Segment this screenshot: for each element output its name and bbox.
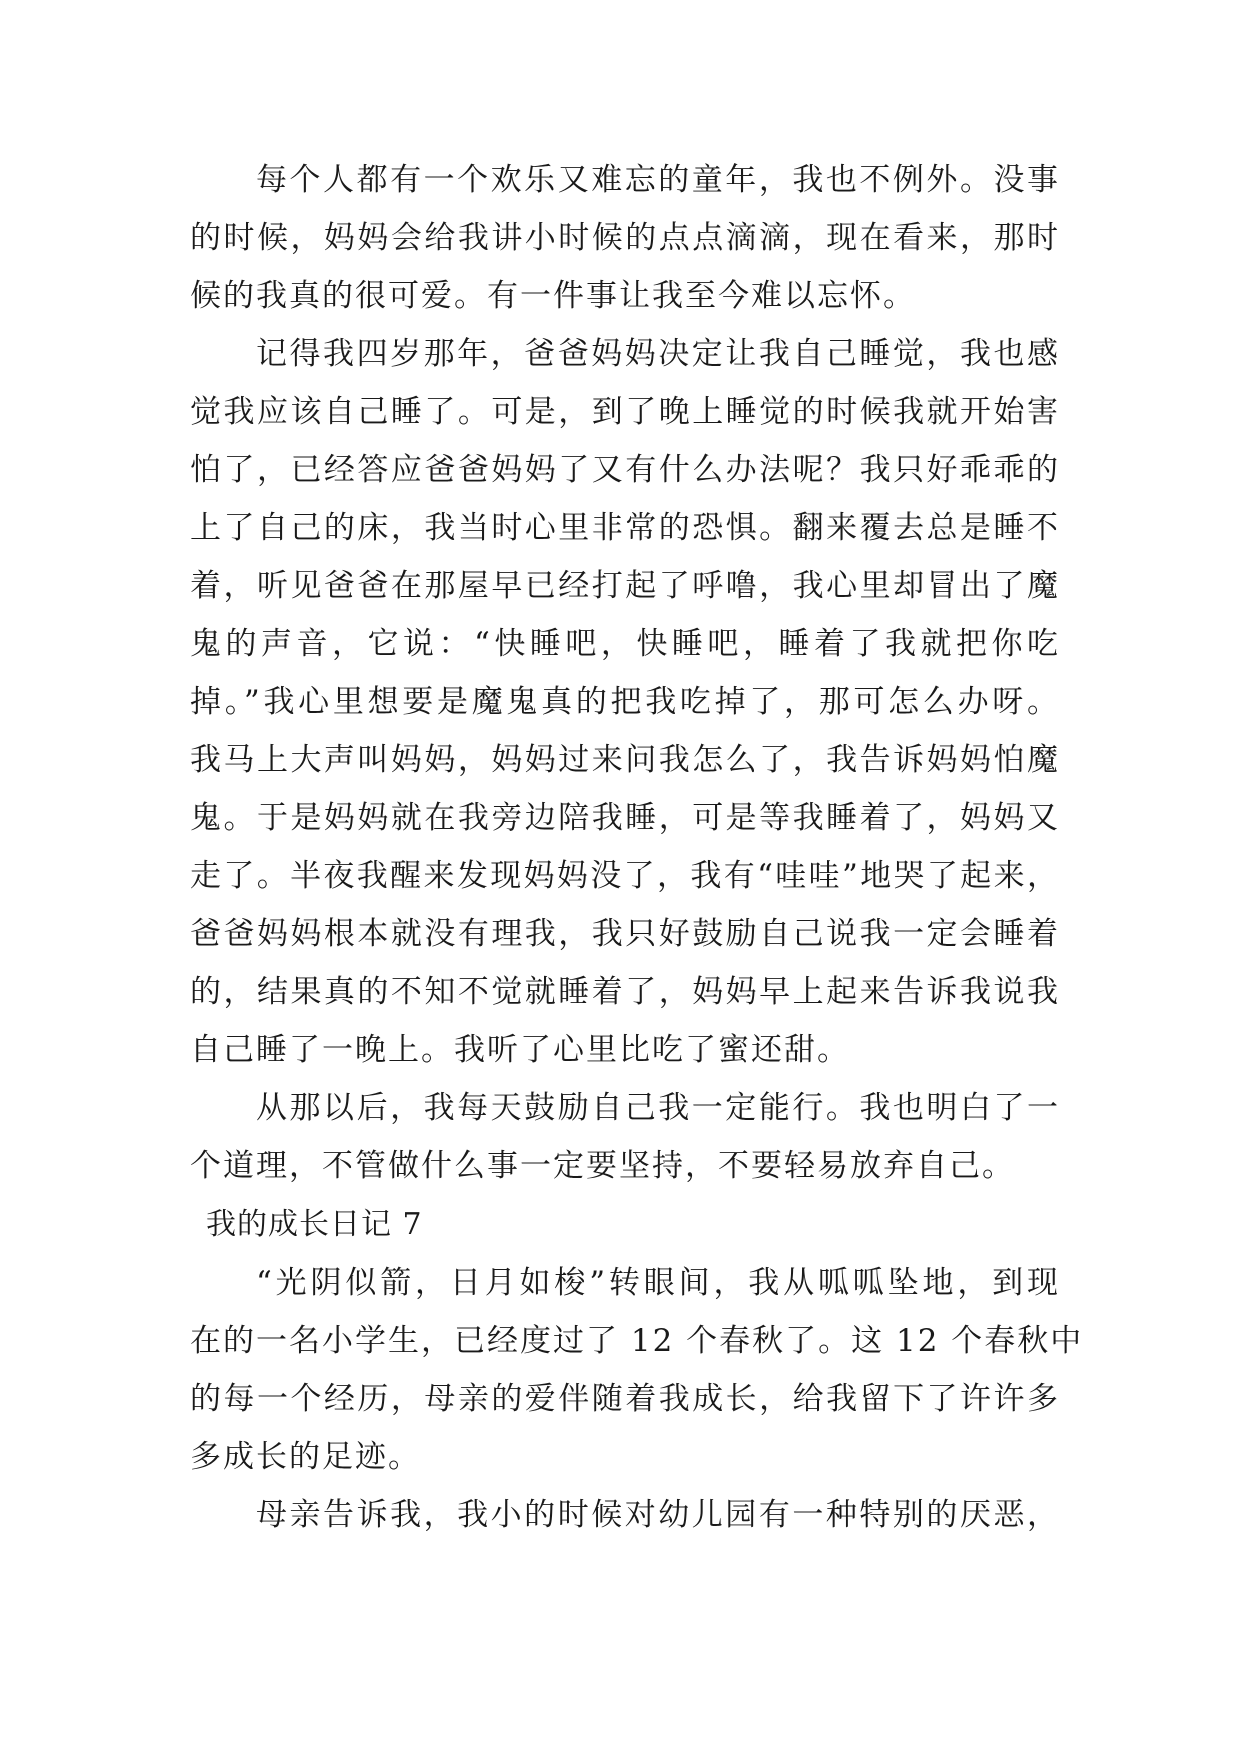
paragraph-2-line-6: 鬼的声音，它说：“快睡吧，快睡吧，睡着了我就把你吃: [190, 626, 1060, 662]
paragraph-2-line-3: 怕了，已经答应爸爸妈妈了又有什么办法呢？我只好乖乖的: [190, 452, 1060, 488]
paragraph-3-line-2: 个道理，不管做什么事一定要坚持，不要轻易放弃自己。: [190, 1148, 1015, 1184]
paragraph-3-line-1: 从那以后，我每天鼓励自己我一定能行。我也明白了一: [256, 1090, 1060, 1126]
paragraph-2-line-10: 走了。半夜我醒来发现妈妈没了，我有“哇哇”地哭了起来，: [190, 858, 1060, 894]
paragraph-1-line-2: 的时候，妈妈会给我讲小时候的点点滴滴，现在看来，那时: [190, 220, 1060, 256]
paragraph-1-line-1: 每个人都有一个欢乐又难忘的童年，我也不例外。没事: [256, 162, 1060, 198]
paragraph-2-line-9: 鬼。于是妈妈就在我旁边陪我睡，可是等我睡着了，妈妈又: [190, 800, 1060, 836]
paragraph-2-line-5: 着，听见爸爸在那屋早已经打起了呼噜，我心里却冒出了魔: [190, 568, 1060, 604]
paragraph-4-line-4: 多成长的足迹。: [190, 1439, 421, 1475]
paragraph-2-line-2: 觉我应该自己睡了。可是，到了晚上睡觉的时候我就开始害: [190, 394, 1060, 430]
paragraph-2-line-13: 自己睡了一晚上。我听了心里比吃了蜜还甜。: [190, 1032, 850, 1068]
paragraph-2-line-11: 爸爸妈妈根本就没有理我，我只好鼓励自己说我一定会睡着: [190, 916, 1060, 952]
paragraph-2-line-1: 记得我四岁那年，爸爸妈妈决定让我自己睡觉，我也感: [256, 336, 1060, 372]
paragraph-4-line-1: “光阴似箭，日月如梭”转眼间，我从呱呱坠地，到现: [256, 1265, 1060, 1301]
paragraph-1-line-3: 候的我真的很可爱。有一件事让我至今难以忘怀。: [190, 278, 916, 314]
paragraph-2-line-12: 的，结果真的不知不觉就睡着了，妈妈早上起来告诉我说我: [190, 974, 1060, 1010]
section-heading: 我的成长日记 7: [206, 1207, 423, 1242]
paragraph-2-line-7: 掉。”我心里想要是魔鬼真的把我吃掉了，那可怎么办呀。: [190, 684, 1060, 720]
paragraph-5-line-1: 母亲告诉我，我小的时候对幼儿园有一种特别的厌恶，: [256, 1497, 1060, 1533]
paragraph-4-line-2: 在的一名小学生，已经度过了 12 个春秋了。这 12 个春秋中: [190, 1323, 1084, 1359]
paragraph-4-line-3: 的每一个经历，母亲的爱伴随着我成长，给我留下了许许多: [190, 1381, 1060, 1417]
paragraph-2-line-4: 上了自己的床，我当时心里非常的恐惧。翻来覆去总是睡不: [190, 510, 1060, 546]
paragraph-2-line-8: 我马上大声叫妈妈，妈妈过来问我怎么了，我告诉妈妈怕魔: [190, 742, 1060, 778]
